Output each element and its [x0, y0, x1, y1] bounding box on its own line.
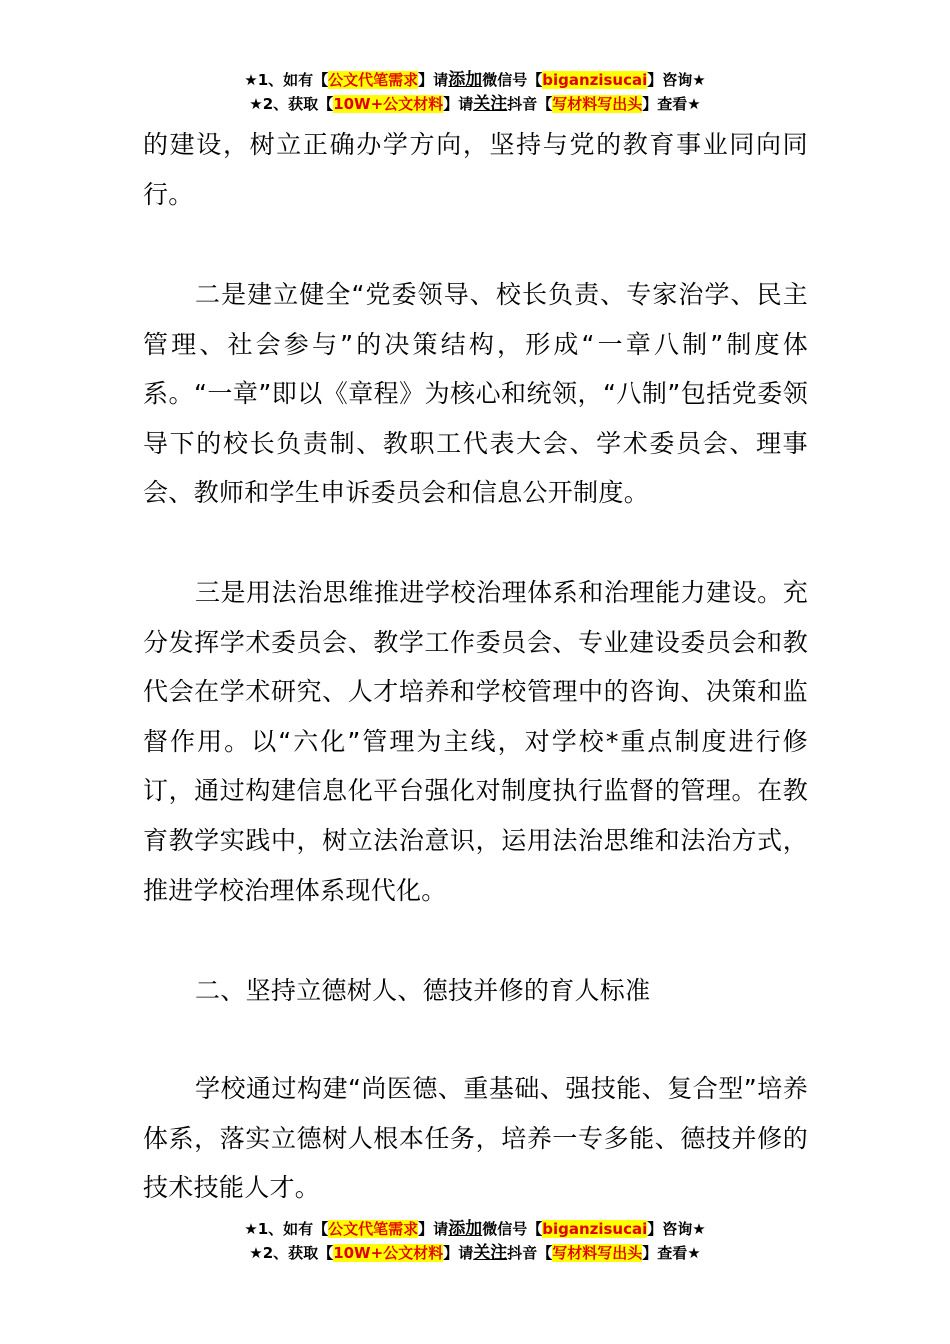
highlight-wechat-id: biganzisucai: [542, 71, 648, 89]
paragraph-4: 学校通过构建“尚医德、重基础、强技能、复合型”培养体系，落实立德树人根本任务，培养一专多能、德技并修的技术技能人才。: [143, 1074, 808, 1203]
footer-line-2: ★2、获取【10W+公文材料】请关注抖音【写材料写出头】查看★: [249, 1243, 701, 1263]
document-body-4: [143, 966, 808, 1016]
document-body: [143, 120, 808, 219]
highlight-wechat-id: biganzisucai: [542, 1220, 648, 1238]
footer-line-1: ★1、如有【公文代笔需求】请添加微信号【biganzisucai】咨询★: [244, 1219, 706, 1239]
section-heading: 二、坚持立德树人、德技并修的育人标准: [195, 976, 651, 1005]
paragraph-2: 二是建立健全“党委领导、校长负责、专家治学、民主管理、社会参与”的决策结构，形成“一章八制”制度体系。“一章”即以《章程》为核心和统领，“八制”包括党委领导下的校长负责制、教职工代表大会、学术委员会、理事会、教师和学生申诉委员会和信息公开制度。: [143, 280, 808, 508]
header-line-1: ★1、如有【公文代笔需求】请添加微信号【biganzisucai】咨询★: [244, 70, 706, 90]
highlight-materials: 10W+公文材料: [333, 1244, 444, 1262]
paragraph-1: 的建设，树立正确办学方向，坚持与党的教育事业同向同行。: [143, 130, 808, 209]
paragraph-3: 三是用法治思维推进学校治理体系和治理能力建设。充分发挥学术委员会、教学工作委员会、专业建设委员会和教代会在学术研究、人才培养和学校管理中的咨询、决策和监督作用。以“六化”管理为主线，对学校*重点制度进行修订，通过构建信息化平台强化对制度执行监督的管理。在教育教学实践中，树立法治意识，运用法治思维和法治方式，推进学校治理体系现代化。: [143, 578, 808, 905]
star-icon: ★: [249, 95, 263, 113]
star-icon: ★: [249, 1244, 263, 1262]
highlight-materials: 10W+公文材料: [333, 95, 444, 113]
header-banner: [0, 68, 950, 116]
highlight-service: 公文代笔需求: [328, 71, 419, 89]
highlight-douyin-account: 写材料写出头: [552, 95, 643, 113]
star-icon: ★: [244, 71, 258, 89]
document-body-3: [143, 568, 808, 915]
footer-banner: [0, 1217, 950, 1265]
document-body-5: [143, 1064, 808, 1213]
document-body-2: [143, 270, 808, 518]
header-line-2: ★2、获取【10W+公文材料】请关注抖音【写材料写出头】查看★: [249, 94, 701, 114]
highlight-service: 公文代笔需求: [328, 1220, 419, 1238]
highlight-douyin-account: 写材料写出头: [552, 1244, 643, 1262]
star-icon: ★: [244, 1220, 258, 1238]
